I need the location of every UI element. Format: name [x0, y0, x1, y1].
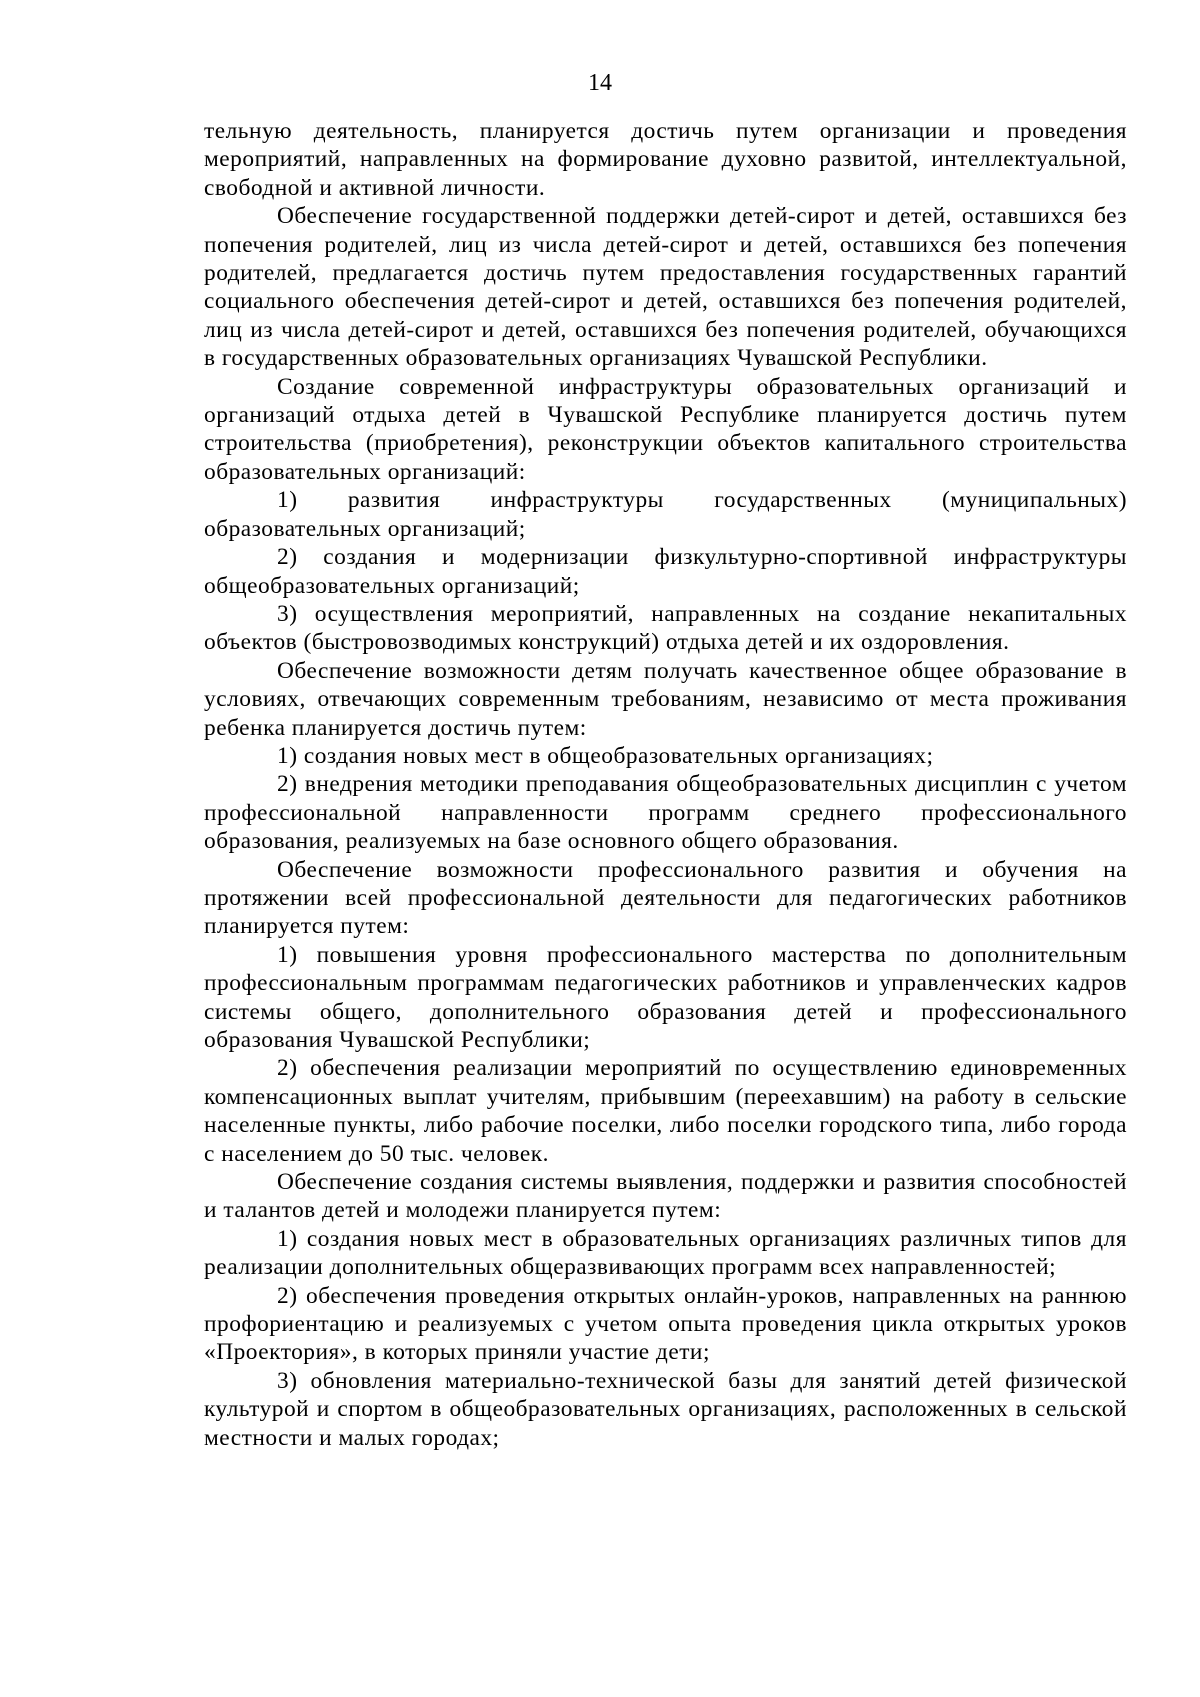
list-item: 2) создания и модернизации физкультурно-спортивной инфраструктуры общеобразовательных организаций;: [204, 544, 1127, 599]
list-item: 1) развития инфраструктуры государственных (муниципальных) образовательных организаций;: [204, 487, 1127, 542]
paragraph: Обеспечение возможности профессионального развития и обучения на протяжении всей профессиональной деятельности для педагогических работников планируется путем:: [204, 856, 1127, 940]
paragraph: Обеспечение государственной поддержки детей-сирот и детей, оставшихся без попечения родителей, лиц из числа детей-сирот и детей, оставшихся без попечения родителей, предлагается достичь путем предоставления государственных гарантий социального обеспечения детей-сирот и детей, оставшихся без попечения родителей, лиц из числа детей-сирот и детей, оставшихся без попечения родителей, обучающихся в государственных образовательных организациях Чувашской Республики.: [204, 203, 1127, 372]
paragraph: Обеспечение возможности детям получать качественное общее образование в условиях, отвечающих современным требованиям, независимо от места проживания ребенка планируется достичь путем:: [204, 657, 1127, 741]
page-number: 14: [588, 70, 612, 96]
list-item: 2) внедрения методики преподавания общеобразовательных дисциплин с учетом профессиональной направленности программ среднего профессионального образования, реализуемых на базе основного общего образования.: [204, 771, 1127, 855]
paragraph: тельную деятельность, планируется достичь путем организации и проведения мероприятий, направленных на формирование духовно развитой, интеллектуальной, свободной и активной личности.: [204, 118, 1127, 201]
list-item: 3) обновления материально-технической базы для занятий детей физической культурой и спортом в общеобразовательных организациях, расположенных в сельской местности и малых городах;: [204, 1367, 1127, 1451]
list-item: 1) повышения уровня профессионального мастерства по дополнительным профессиональным программам педагогических работников и управленческих кадров системы общего, дополнительного образования детей и профессионального образования Чувашской Республики;: [204, 941, 1127, 1053]
document-body: [204, 117, 1127, 1452]
list-item: 1) создания новых мест в общеобразовательных организациях;: [277, 742, 934, 769]
paragraph: Обеспечение создания системы выявления, поддержки и развития способностей и талантов детей и молодежи планируется путем:: [204, 1169, 1127, 1224]
list-item: 2) обеспечения реализации мероприятий по осуществлению единовременных компенсационных выплат учителям, прибывшим (переехавшим) на работу в сельские населенные пункты, либо рабочие поселки, либо поселки городского типа, либо города с населением до 50 тыс. человек.: [204, 1055, 1127, 1167]
list-item: 2) обеспечения проведения открытых онлайн-уроков, направленных на раннюю профориентацию и реализуемых с учетом опыта проведения цикла открытых уроков «Проектория», в которых приняли участие дети;: [204, 1282, 1127, 1366]
paragraph: Создание современной инфраструктуры образовательных организаций и организаций отдыха детей в Чувашской Республике планируется достичь путем строительства (приобретения), реконструкции объектов капитального строительства образовательных организаций:: [204, 373, 1127, 485]
list-item: 3) осуществления мероприятий, направленных на создание некапитальных объектов (быстровозводимых конструкций) отдыха детей и их оздоровления.: [204, 600, 1127, 656]
list-item: 1) создания новых мест в образовательных организациях различных типов для реализации дополнительных общеразвивающих программ всех направленностей;: [204, 1225, 1127, 1281]
